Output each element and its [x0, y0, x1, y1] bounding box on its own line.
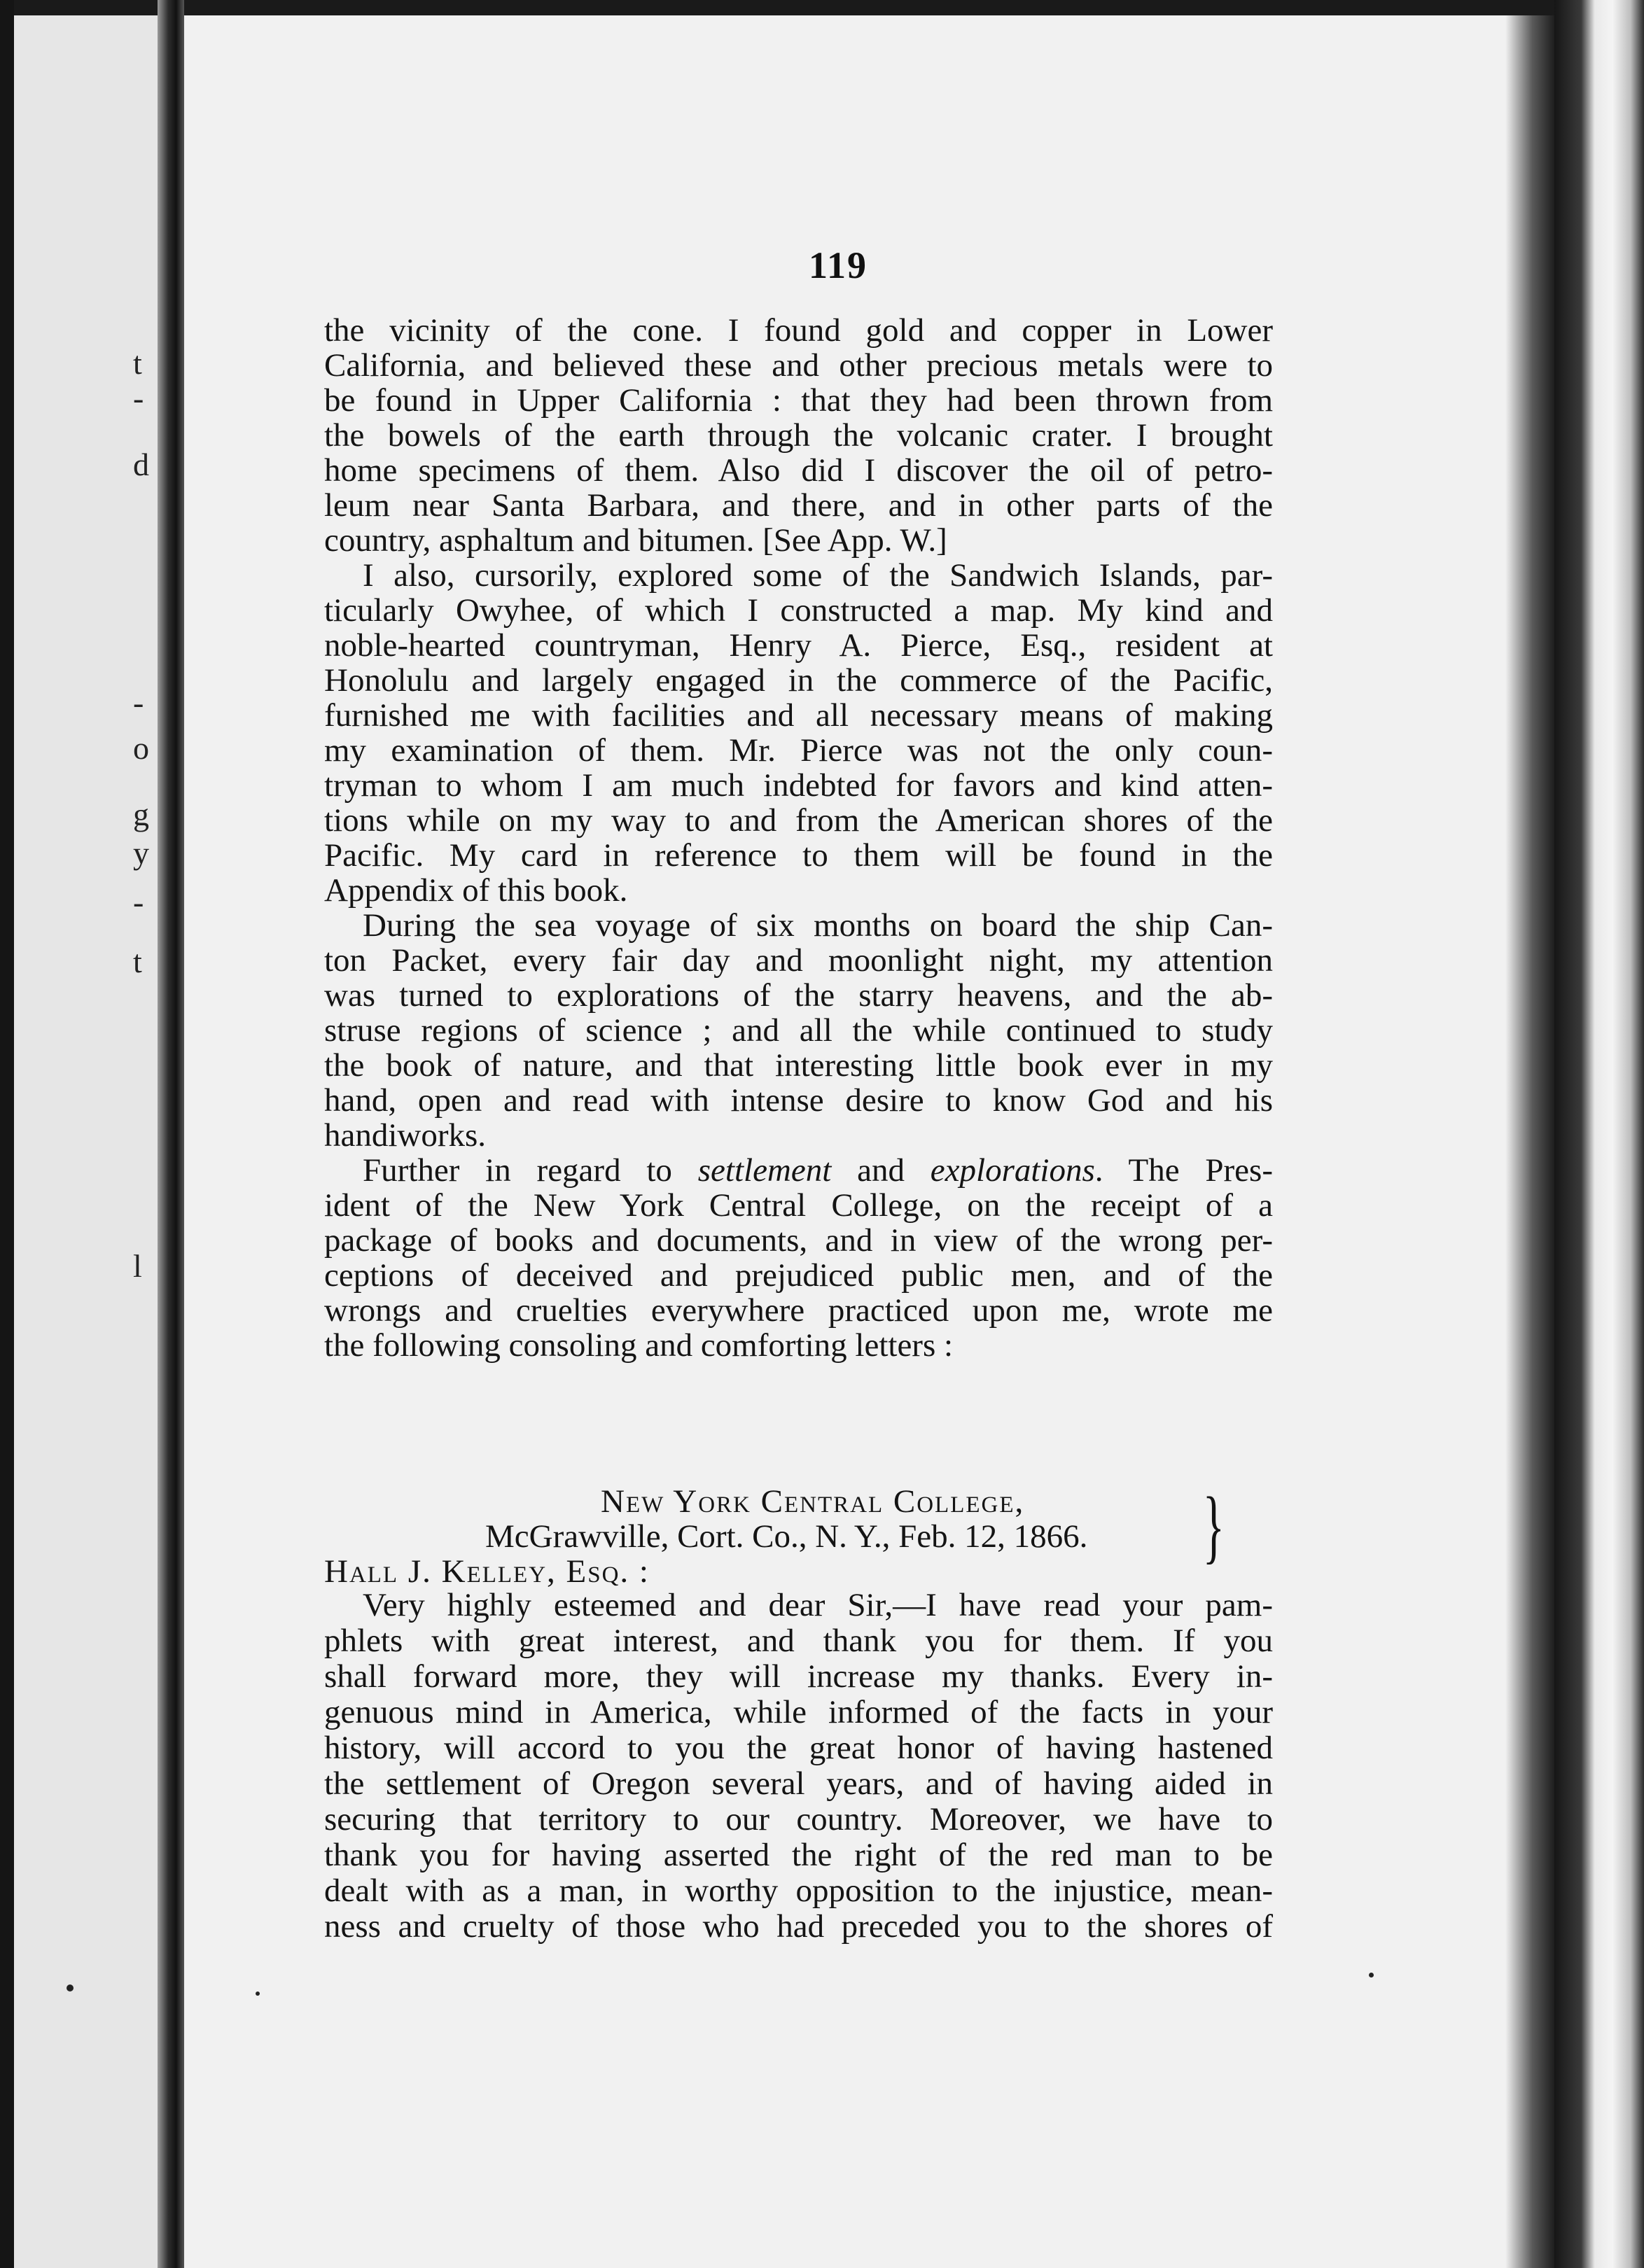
text-line: home specimens of them. Also did I discover the oil of petro- [324, 452, 1273, 489]
adjacent-page-fragment: l [133, 1248, 142, 1284]
letter-line: securing that territory to our country. Moreover, we have to [324, 1801, 1273, 1837]
text-line: package of books and documents, and in view of the wrong per- [324, 1222, 1273, 1259]
text-line: struse regions of science ; and all the while continued to study [324, 1012, 1273, 1049]
text-line: ident of the New York Central College, on the receipt of a [324, 1187, 1273, 1224]
text-line: tryman to whom I am much indebted for favors and kind atten- [324, 767, 1273, 804]
page-curl-shadow [1505, 15, 1554, 2268]
scan-speck [256, 1991, 260, 1996]
letter-line: the settlement of Oregon several years, and of having aided in [324, 1765, 1273, 1802]
book-gutter [158, 0, 184, 2268]
adjacent-page-fragment: d [133, 447, 149, 482]
text-line: country, asphaltum and bitumen. [See App. W.] [324, 522, 947, 559]
adjacent-page-edge [14, 15, 162, 2268]
text-line: the book of nature, and that interesting little book ever in my [324, 1047, 1273, 1084]
text-line: handiworks. [324, 1117, 487, 1154]
text-line: ticularly Owyhee, of which I constructed a map. My kind and [324, 592, 1273, 629]
scanner-frame-left [0, 0, 14, 2268]
scanner-frame-top [0, 0, 1644, 15]
letter-line: ness and cruelty of those who had preceded you to the shores of [324, 1908, 1273, 1945]
letter-line: genuous mind in America, while informed of the facts in your [324, 1694, 1273, 1730]
text-line: Further in regard to settlement and explorations. The Pres- [363, 1152, 1273, 1189]
text-line: hand, open and read with intense desire to know God and his [324, 1082, 1273, 1119]
adjacent-page-fragment: - [133, 380, 144, 416]
text-line: ceptions of deceived and prejudiced public men, and of the [324, 1257, 1273, 1294]
adjacent-page-fragment: y [133, 835, 149, 871]
letter-line: history, will accord to you the great honor of having hastened [324, 1730, 1273, 1766]
text-line: furnished me with facilities and all necessary means of making [324, 697, 1273, 734]
scan-speck [1369, 1973, 1374, 1977]
text-line: the bowels of the earth through the volcanic crater. I brought [324, 417, 1273, 454]
text-line: Honolulu and largely engaged in the commerce of the Pacific, [324, 662, 1273, 699]
letter-body [324, 1588, 1273, 1945]
text-line: was turned to explorations of the starry heavens, and the ab- [324, 977, 1273, 1014]
letter-line: dealt with as a man, in worthy opposition to the injustice, mean- [324, 1872, 1273, 1909]
adjacent-page-fragment: - [133, 884, 144, 920]
page-stack-edge [1554, 0, 1644, 2268]
adjacent-page-fragment: - [133, 685, 144, 720]
adjacent-page-fragment: o [133, 730, 149, 766]
letter-line: Very highly esteemed and dear Sir,—I have read your pam- [363, 1587, 1273, 1623]
text-line: During the sea voyage of six months on board the ship Can- [363, 907, 1273, 944]
adjacent-page-fragment: t [133, 944, 142, 979]
text-line: wrongs and cruelties everywhere practiced upon me, wrote me [324, 1292, 1273, 1329]
text-line: my examination of them. Mr. Pierce was not the only coun- [324, 732, 1273, 769]
text-line: ton Packet, every fair day and moonlight night, my attention [324, 942, 1273, 979]
letter-place-date: McGrawville, Cort. Co., N. Y., Feb. 12, 1866. [485, 1518, 1088, 1555]
letter-college-name: New York Central College, [601, 1483, 1025, 1520]
adjacent-page-fragment: g [133, 797, 149, 832]
text-line: be found in Upper California : that they had been thrown from [324, 382, 1273, 419]
letter-line: phlets with great interest, and thank you for them. If you [324, 1623, 1273, 1659]
letter-line: thank you for having asserted the right of the red man to be [324, 1837, 1273, 1873]
letter-salutation: Hall J. Kelley, Esq. : [324, 1553, 650, 1590]
text-line: the vicinity of the cone. I found gold and copper in Lower [324, 312, 1273, 349]
body-text [324, 313, 1273, 1363]
letter-line: shall forward more, they will increase my thanks. Every in- [324, 1658, 1273, 1695]
text-line: Appendix of this book. [324, 872, 628, 909]
text-line: leum near Santa Barbara, and there, and in other parts of the [324, 487, 1273, 524]
page-number: 119 [809, 244, 868, 286]
adjacent-page-fragment: t [133, 345, 142, 381]
text-line: noble-hearted countryman, Henry A. Pierce, Esq., resident at [324, 627, 1273, 664]
text-line: I also, cursorily, explored some of the Sandwich Islands, par- [363, 557, 1273, 594]
letter-heading [324, 1480, 1273, 1590]
heading-brace: } [1202, 1480, 1225, 1572]
text-line: California, and believed these and other precious metals were to [324, 347, 1273, 384]
text-line: tions while on my way to and from the American shores of the [324, 802, 1273, 839]
scan-speck [67, 1984, 74, 1991]
text-line: the following consoling and comforting letters : [324, 1327, 954, 1364]
text-line: Pacific. My card in reference to them will be found in the [324, 837, 1273, 874]
